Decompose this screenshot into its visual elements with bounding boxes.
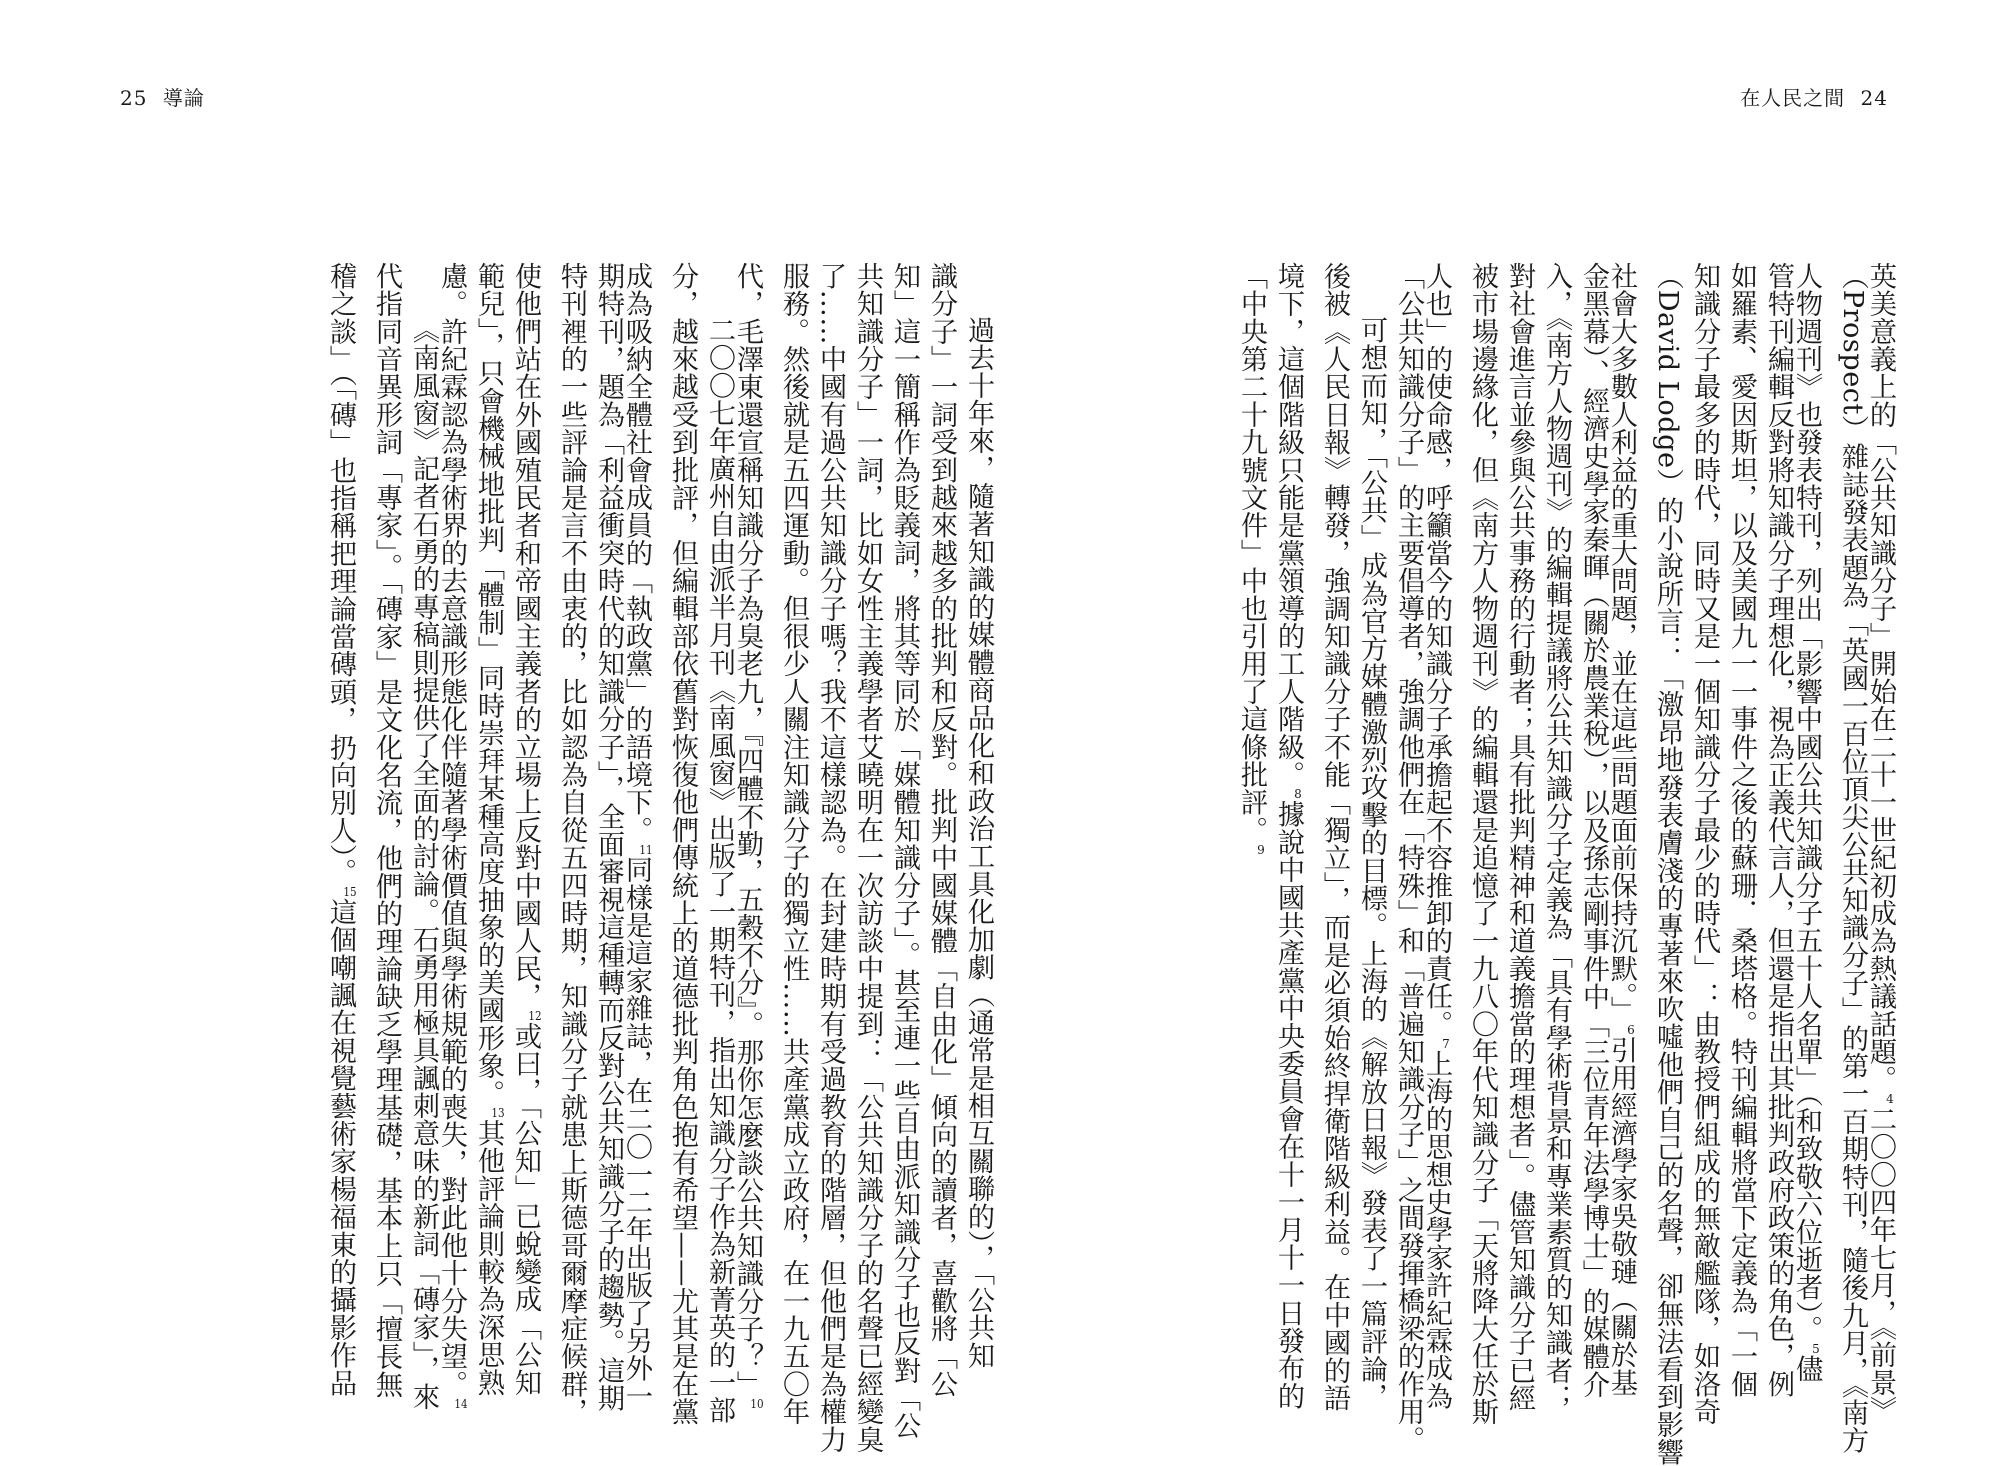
footnote-marker: 7 [1442, 1037, 1450, 1050]
footnote-marker: 11 [639, 843, 653, 856]
column-text-continued: 這個嘲諷在視覺藝術家楊福東的攝影作品 [324, 898, 356, 1397]
column-text: 金黑幕）、經濟史學家秦暉（關於農業稅），以及孫志剛事件中「三位青年法學博士」的媒體介 [1578, 262, 1609, 1399]
left-page-header [112, 82, 205, 111]
column-text-continued: 二〇〇四年七月，《前景》 [1864, 1105, 1896, 1424]
column-text: 「中央第二十九號文件」中也引用了這條批評。 [1235, 262, 1267, 844]
text-column [1723, 262, 1760, 1398]
left-page-number: 25 [120, 86, 148, 110]
column-text: 管特刊編輯反對將知識分子理想化，視為正義代言人，但還是指出其批判政府政策的角色，例 [1763, 262, 1794, 1398]
text-column [664, 262, 701, 1426]
text-column [812, 262, 849, 1454]
text-column [553, 262, 590, 1426]
column-text-continued: 儘 [1790, 1354, 1822, 1383]
right-page-header [1740, 82, 1896, 111]
footnote-marker: 9 [1257, 843, 1265, 856]
footnote-marker: 15 [343, 886, 357, 898]
footnote-marker: 12 [528, 1009, 542, 1022]
text-column [731, 262, 775, 1411]
footnote-marker: 8 [1294, 788, 1302, 801]
column-text: 人物週刊》也發表特刊，列出「影響中國公共知識分子五十人名單」（和致敬六位逝者）。 [1790, 262, 1822, 1343]
column-text: 後被《人民日報》轉發，強調知識分子不能「獨立」，而是必須始終捍衛階級利益。在中國的語 [1319, 262, 1350, 1412]
right-page-body [1127, 262, 1908, 1466]
column-text: （David Lodge）的小說所言：「激昂地發表膚淺的專著來吹噓他們自己的名聲，卻無法看到影響 [1652, 262, 1683, 1466]
column-text: 分，越來越受到批評，但編輯部依舊對恢復他們傳統上的道德批判角色抱有希望——尤其是在黨 [667, 262, 698, 1426]
text-column [1649, 262, 1686, 1466]
column-text: 代，毛澤東還宣稱知識分子為臭老九，『四體不勤，五穀不分』。那你怎麼談公共知識分子？」 [731, 262, 763, 1399]
column-text: 知識分子最多的時代，同時又是一個知識分子最少的時代」：由教授們組成的無敵艦隊，如洛奇 [1689, 262, 1720, 1426]
text-column [775, 262, 812, 1426]
footnote-marker: 6 [1627, 1024, 1635, 1036]
column-text-continued: 或曰，「公知」已蛻變成「公知 [509, 1021, 541, 1397]
column-text: 被市場邊緣化，但《南方人物週刊》的編輯還是追憶了一九八〇年代知識分子「天將降大任於斯 [1467, 262, 1498, 1426]
text-column [960, 262, 997, 1370]
column-text: 人也」的使命感，呼籲當今的知識分子承擔起不容推卸的責任。 [1420, 262, 1452, 1038]
right-page-number: 24 [1860, 86, 1888, 110]
column-text: 代指同音異形詞「專家」。「磚家」是文化名流，他們的理論缺乏學理基礎，基本上只「擅長無 [371, 262, 402, 1399]
column-text: 「公共知識分子」的主要倡導者，強調他們在「特殊」和「普遍知識分子」之間發揮橋梁的作用。 [1393, 262, 1424, 1454]
column-text-continued: 引用經濟學家吳敬璉（關於基 [1605, 1036, 1637, 1397]
text-column [509, 262, 553, 1397]
text-column [1605, 262, 1649, 1397]
text-column [1538, 262, 1575, 1412]
column-text: 對社會進言並參與公共事務的行動者；具有批判精神和道義擔當的理想者」。儘管知識分子已經 [1504, 262, 1535, 1412]
text-column [1316, 262, 1353, 1412]
left-page-body [212, 262, 997, 1454]
column-text-continued: 上海的思想史學家許紀霖成為 [1420, 1049, 1452, 1410]
column-text: 期特刊，題為「利益衝突時代的知識分子」，全面審視這種轉而反對公共知識分子的趨勢。這期 [593, 262, 624, 1412]
column-text: 英美意義上的「公共知識分子」開始在二十一世紀初成為熱議話題。 [1864, 262, 1896, 1093]
text-column [1353, 262, 1390, 1411]
text-column [1272, 262, 1316, 1410]
text-column [1864, 262, 1908, 1424]
column-text: 過去十年來，隨著知識的媒體商品化和政治工具化加劇（通常是相互關聯的），「公共知 [963, 316, 994, 1370]
text-column [1501, 262, 1538, 1412]
text-column [923, 262, 960, 1398]
text-column [849, 262, 886, 1454]
text-column [324, 262, 368, 1397]
footnote-marker: 14 [454, 1397, 468, 1410]
footnote-marker: 13 [491, 1107, 505, 1120]
column-text: 社會大多數人利益的重大問題，並在這些問題面前保持沉默。」 [1605, 262, 1637, 1024]
column-text-continued: 其他評論則較為深思熟 [472, 1119, 504, 1397]
column-text-continued: 據說中國共產黨中央委員會在十一月十一日發布的 [1272, 800, 1304, 1410]
left-running-title: 導論 [162, 86, 205, 110]
right-running-title: 在人民之間 [1740, 86, 1846, 110]
column-text: 服務。然後就是五四運動。但很少人關注知識分子的獨立性……共產黨成立政府，在一九五〇年 [778, 262, 809, 1426]
column-text: 稽之談」（「磚」也指稱把理論當磚頭，扔向別人）。 [324, 262, 356, 886]
text-column [1686, 262, 1723, 1426]
column-text: 識分子」一詞受到越來越多的批判和反對。批判中國媒體「自由化」傾向的讀者，喜歡將「公 [926, 262, 957, 1398]
column-text: 二〇〇七年廣州自由派半月刊《南風窗》出版了一期特刊，指出知識分子作為新菁英的一部 [704, 316, 735, 1424]
column-text: 共知識分子」一詞，比如女性主義學者艾曉明在一次訪談中提到：「公共知識分子的名聲已經變臭 [852, 262, 883, 1454]
column-text: 境下，這個階級只能是黨領導的工人階級。 [1272, 262, 1304, 789]
text-column [886, 262, 923, 1440]
column-text: 使他們站在外國殖民者和帝國主義者的立場上反對中國人民， [509, 262, 541, 1010]
text-column [1464, 262, 1501, 1426]
column-text: 如羅素、愛因斯坦，以及美國九一一事件之後的蘇珊．桑塔格。特刊編輯將當下定義為「一個 [1726, 262, 1757, 1398]
text-column [368, 262, 405, 1399]
column-text: 了……中國有過公共知識分子嗎？我不這樣認為。在封建時期有受過教育的階層，但他們是為權力 [815, 262, 846, 1454]
column-text: 知」這一簡稱作為貶義詞，將其等同於「媒體知識分子」。甚至連一些自由派知識分子也反對「公 [889, 262, 920, 1440]
text-column [1790, 262, 1834, 1383]
column-text: （Prospect）雜誌發表題為「英國一百位頂尖公共知識分子」的第一百期特刊，隨後九月，《南方 [1837, 262, 1868, 1454]
column-text: 慮。許紀霖認為學術界的去意識形態化伴隨著學術價值與學術規範的喪失，對此他十分失望。 [435, 262, 467, 1398]
column-text: 入，《南方人物週刊》的編輯提議將公共知識分子定義為「具有學術背景和專業素質的知識者； [1541, 262, 1572, 1412]
column-text: 《南風窗》記者石勇的專稿則提供了全面的討論。石勇用極具諷刺意味的新詞「磚家」，來 [408, 316, 439, 1411]
column-text: 特刊裡的一些評論是言不由衷的，比如認為自從五四時期，知識分子就患上斯德哥爾摩症候群， [556, 262, 587, 1426]
column-text: 可想而知，「公共」成為官方媒體激烈攻擊的目標。上海的《解放日報》發表了一篇評論， [1356, 316, 1387, 1411]
column-text: 成為吸納全體社會成員的「執政黨」的語境下。 [620, 262, 652, 844]
footnote-marker: 5 [1812, 1342, 1820, 1355]
footnote-marker: 10 [750, 1398, 764, 1411]
column-text: 範兒」，只會機械地批判「體制」同時崇拜某種高度抽象的美國形象。 [472, 262, 504, 1108]
text-column [1420, 262, 1464, 1410]
text-column [620, 262, 664, 1410]
column-text-continued: 同樣是這家雜誌，在二〇一二年出版了另外一 [620, 855, 652, 1410]
footnote-marker: 4 [1886, 1093, 1894, 1105]
